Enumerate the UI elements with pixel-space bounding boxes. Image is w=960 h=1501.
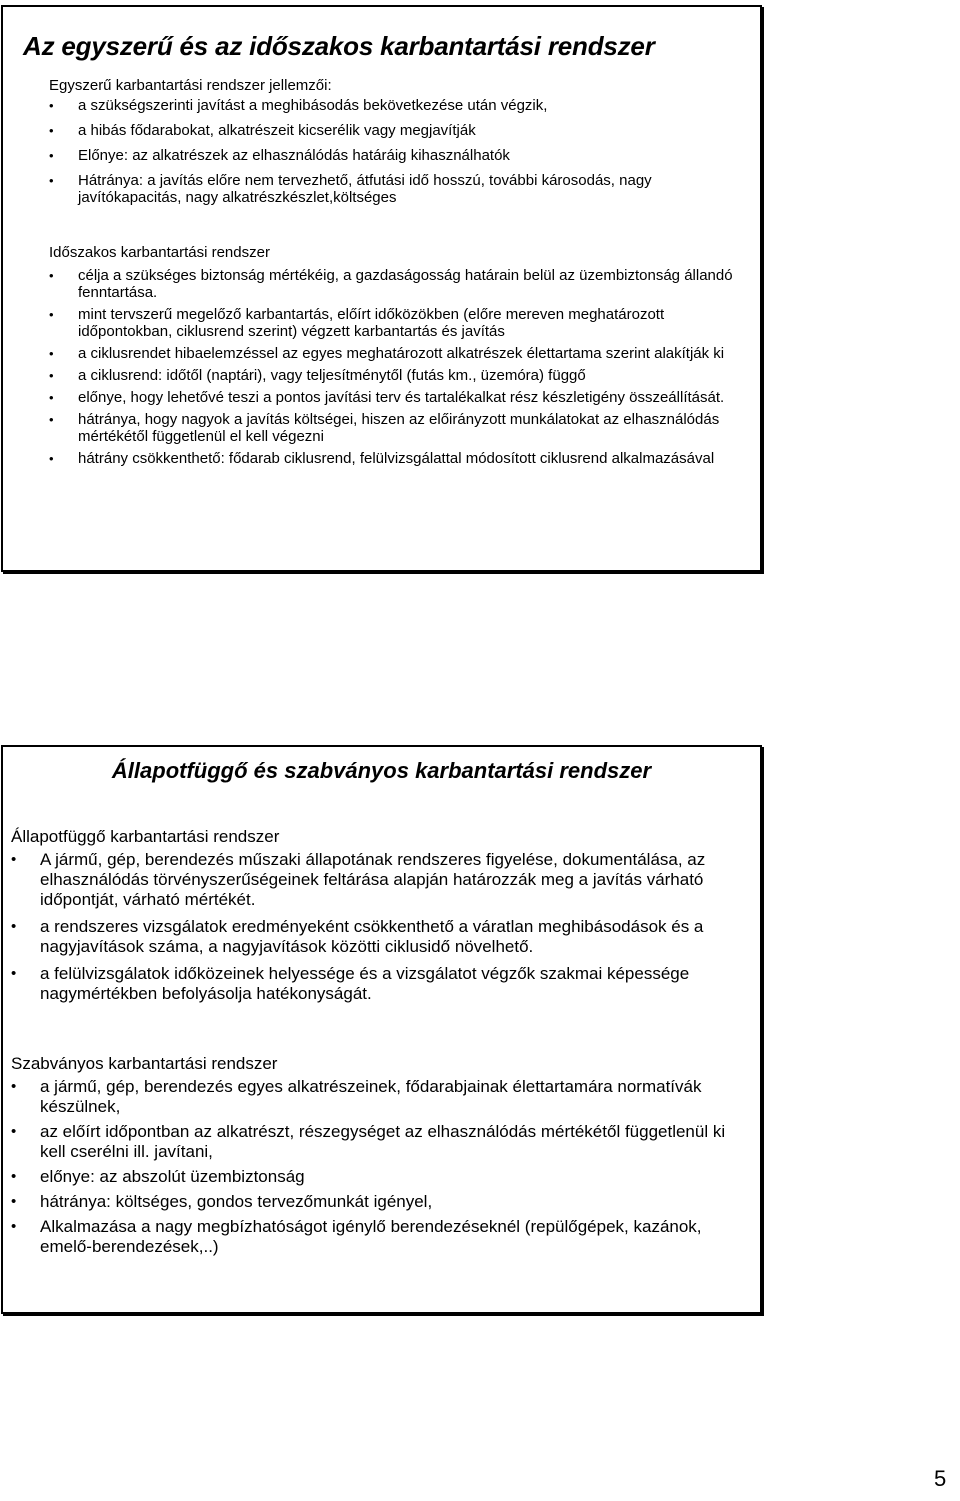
bullet-item: • előnye: az abszolút üzembiztonság [11,1167,751,1187]
periodic-maintenance-list [49,267,744,467]
bullet-item: • a ciklusrendet hibaelemzéssel az egyes meghatározott alkatrészek élettartama szerint alakítják ki [49,345,744,362]
slide-1 [1,5,762,572]
bullet-item: • Hátránya: a javítás előre nem tervezhető, átfutási idő hosszú, további károsodás, nagy javítókapacitás, nagy alkatrészkészlet,költséges [49,172,744,206]
condition-based-maintenance-heading: Állapotfüggő karbantartási rendszer [11,827,280,846]
standard-maintenance-heading: Szabványos karbantartási rendszer [11,1054,278,1073]
periodic-maintenance-heading: Időszakos karbantartási rendszer [49,244,270,261]
condition-based-maintenance-section [11,826,751,1011]
bullet-item: • mint tervszerű megelőző karbantartás, előírt időközökben (előre mereven meghatározott időpontokban, ciklusrend szerint) végzett karbantartás és javítás [49,306,744,340]
bullet-item: • a hibás fődarabokat, alkatrészeit kicserélik vagy megjavítják [49,122,744,139]
slide-2-title: Állapotfüggő és szabványos karbantartási rendszer [111,758,652,783]
condition-based-maintenance-list [11,850,751,1004]
bullet-item: • az előírt időpontban az alkatrészt, részegységet az elhasználódás mértékétől függetlenül ki kell cserélni ill. javítani, [11,1122,751,1162]
bullet-item: • A jármű, gép, berendezés műszaki állapotának rendszeres figyelése, dokumentálása, az elhasználódás törvényszerűségeinek feltárása alapján határozzák meg a javítás várható időpontját, várható mértékét. [11,850,751,910]
bullet-item: • Előnye: az alkatrészek az elhasználódás határáig kihasználhatók [49,147,744,164]
bullet-item: • célja a szükséges biztonság mértékéig, a gazdaságosság határain belül az üzembiztonság állandó fenntartása. [49,267,744,301]
bullet-item: • a jármű, gép, berendezés egyes alkatrészeinek, fődarabjainak élettartamára normatívák készülnek, [11,1077,751,1117]
simple-maintenance-section [49,75,744,214]
bullet-item: • a ciklusrend: időtől (naptári), vagy teljesítménytől (futás km., üzemóra) függő [49,367,744,384]
bullet-item: • hátránya, hogy nagyok a javítás költségei, hiszen az előirányzott munkálatokat az elhasználódás mértékétől függetlenül el kell végezni [49,411,744,445]
periodic-maintenance-section [49,242,744,472]
standard-maintenance-section [11,1053,751,1262]
slide-1-title: Az egyszerű és az időszakos karbantartási rendszer [23,31,655,61]
bullet-item: • hátrány csökkenthető: fődarab ciklusrend, felülvizsgálattal módosított ciklusrend alkalmazásával [49,450,744,467]
slide-2 [1,745,762,1314]
standard-maintenance-list [11,1077,751,1257]
page-number: 5 [934,1466,947,1491]
bullet-item: • a szükségszerinti javítást a meghibásodás bekövetkezése után végzik, [49,97,744,114]
bullet-item: • hátránya: költséges, gondos tervezőmunkát igényel, [11,1192,751,1212]
bullet-item: • Alkalmazása a nagy megbízhatóságot igénylő berendezéseknél (repülőgépek, kazánok, emelő-berendezések,..) [11,1217,751,1257]
bullet-item: • a rendszeres vizsgálatok eredményeként csökkenthető a váratlan meghibásodások és a nagyjavítások száma, a nagyjavítások közötti ciklusidő növelhető. [11,917,751,957]
bullet-item: • előnye, hogy lehetővé teszi a pontos javítási terv és tartalékalkat rész készletigény összeállítását. [49,389,744,406]
bullet-item: • a felülvizsgálatok időközeinek helyessége és a vizsgálatot végzők szakmai képessége nagymértékben befolyásolja hatékonyságát. [11,964,751,1004]
simple-maintenance-heading: Egyszerű karbantartási rendszer jellemzői: [49,77,332,94]
simple-maintenance-list [49,97,744,206]
